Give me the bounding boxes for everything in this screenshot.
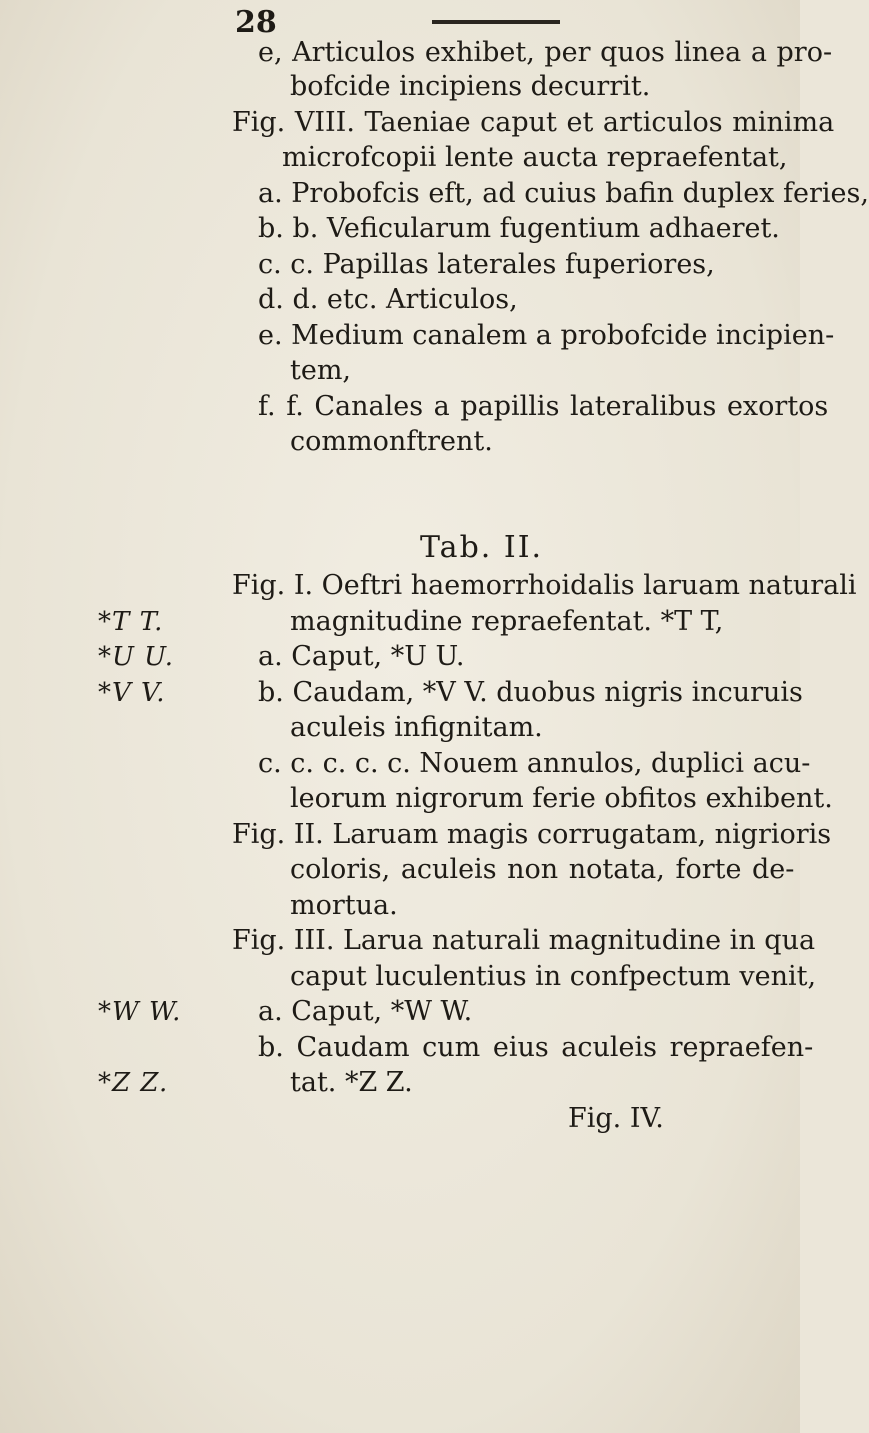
margin-note-zz: *Z Z.	[98, 1068, 169, 1098]
text-line: d. d. etc. Articulos,	[258, 284, 518, 315]
text-line: coloris, aculeis non notata, forte de-	[290, 854, 795, 885]
text-line: b. Caudam, *V V. duobus nigris incuruis	[258, 677, 803, 708]
text-line: aculeis infignitam.	[290, 712, 543, 743]
text-line: e. Medium canalem a probofcide incipien-	[258, 320, 835, 351]
text-line: e, Articulos exhibet, per quos linea a pro-	[258, 37, 833, 68]
text-line: microfcopii lente aucta repraefentat,	[282, 142, 788, 173]
text-line: c. c. Papillas laterales fuperiores,	[258, 249, 715, 280]
tab-heading: Tab. II.	[420, 530, 544, 565]
text-line: Fig. VIII. Taeniae caput et articulos minima	[232, 107, 835, 138]
margin-note-uu: *U U.	[98, 642, 174, 672]
text-line: a. Probofcis eft, ad cuius bafin duplex feries,	[258, 178, 869, 209]
margin-note-vv: *V V.	[98, 678, 166, 708]
text-line: Fig. II. Laruam magis corrugatam, nigrioris	[232, 819, 832, 850]
text-line: f. f. Canales a papillis lateralibus exortos	[258, 391, 829, 422]
text-line: b. b. Veficularum fugentium adhaeret.	[258, 213, 780, 244]
text-line: leorum nigrorum ferie obfitos exhibent.	[290, 783, 833, 814]
margin-note-ww: *W W.	[98, 997, 182, 1027]
text-line: bofcide incipiens decurrit.	[290, 71, 651, 102]
text-line: a. Caput, *W W.	[258, 996, 473, 1027]
text-line: b. Caudam cum eius aculeis repraefen-	[258, 1032, 814, 1063]
page-number: 28	[235, 5, 277, 40]
header-rule	[432, 20, 560, 24]
text-line: Fig. III. Larua naturali magnitudine in qua	[232, 925, 816, 956]
text-line: magnitudine repraefentat. *T T,	[290, 606, 724, 637]
text-line: mortua.	[290, 890, 398, 921]
margin-note-tt: *T T.	[98, 607, 164, 637]
text-line: Fig. I. Oeftri haemorrhoidalis laruam naturali	[232, 570, 857, 601]
catchword: Fig. IV.	[568, 1103, 664, 1134]
text-line: c. c. c. c. c. Nouem annulos, duplici acu-	[258, 748, 811, 779]
text-line: commonftrent.	[290, 426, 493, 457]
text-line: a. Caput, *U U.	[258, 641, 465, 672]
text-line: caput luculentius in confpectum venit,	[290, 961, 817, 992]
text-line: tem,	[290, 355, 352, 386]
text-line: tat. *Z Z.	[290, 1067, 413, 1098]
